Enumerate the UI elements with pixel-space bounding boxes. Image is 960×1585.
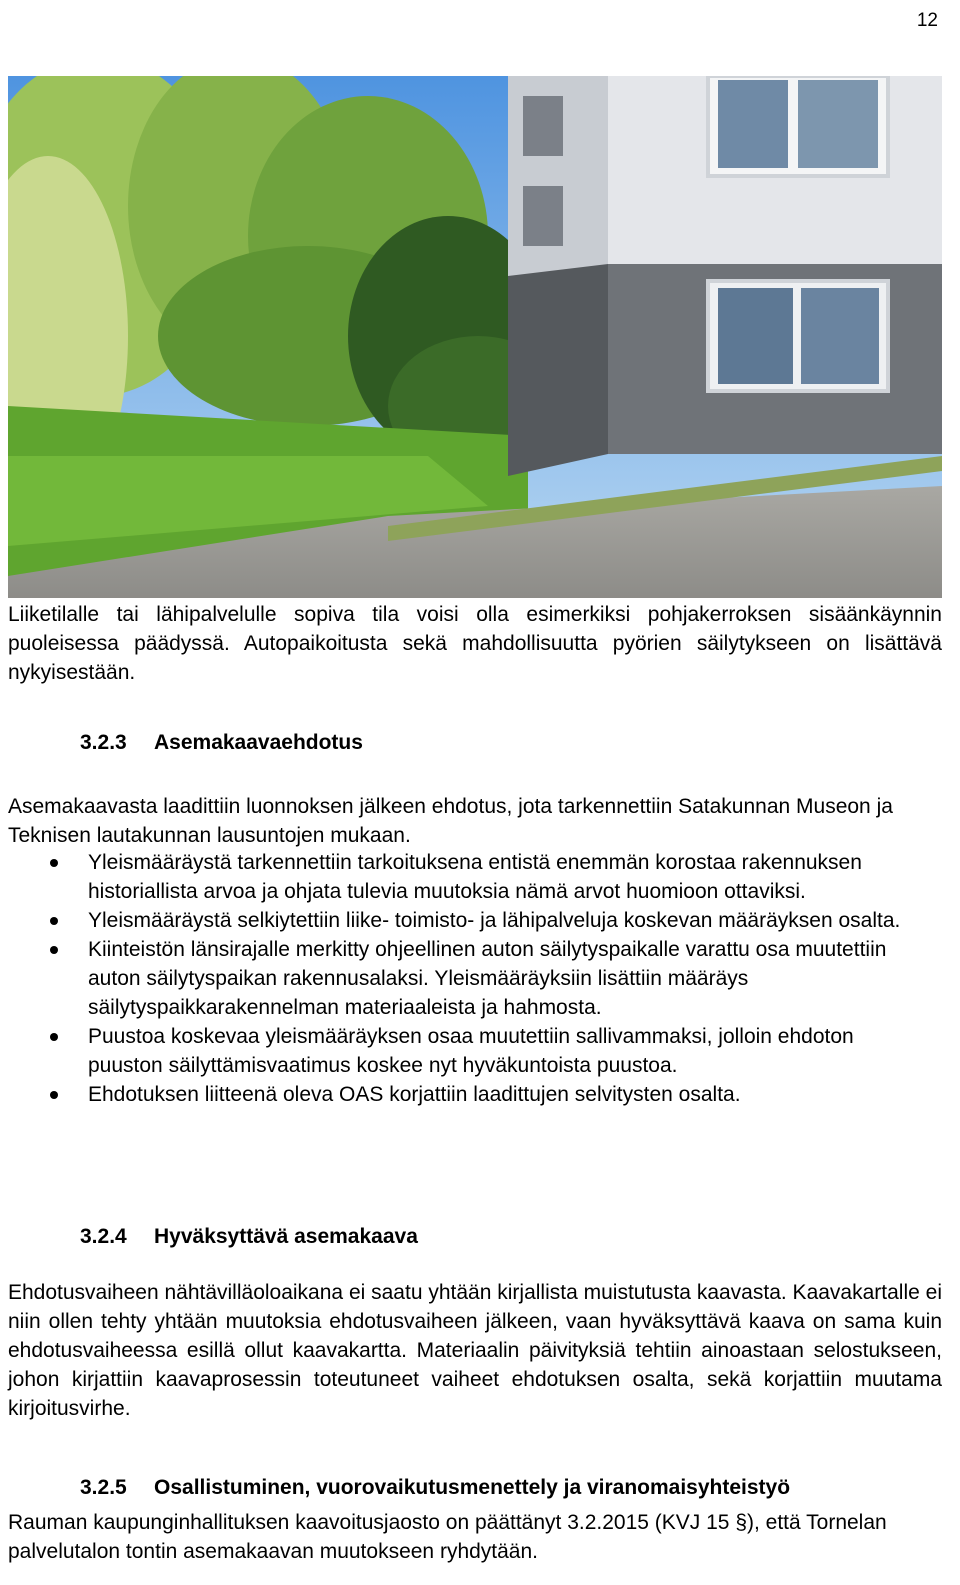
section-heading-3-2-4 [80,1222,418,1251]
list-item [48,906,928,935]
section-intro: Asemakaavasta laadittiin luonnoksen jälkeen ehdotus, jota tarkennettiin Satakunnan Museon ja Teknisen lautakunnan lausuntojen mukaan. [8,795,893,847]
bullet-icon [50,859,58,867]
list-item-text: Ehdotuksen liitteenä oleva OAS korjattiin laadittujen selvitysten osalta. [88,1083,741,1106]
building-photo-image [8,76,942,598]
list-item-text: Yleismääräystä tarkennettiin tarkoituksena entistä enemmän korostaa rakennuksen historiallista arvoa ja ohjata tulevia muutoksia nämä arvot huomioon ottaviksi. [88,851,862,903]
photo-caption: Liiketilalle tai lähipalvelulle sopiva tila voisi olla esimerkiksi pohjakerroksen sisäänkäynnin puoleisessa päädyssä. Autopaikoitusta sekä mahdollisuutta pyörien säilytykseen on lisättävä nykyisestään. [8,603,942,684]
list-item [48,848,928,906]
list-item [48,935,928,1022]
list-item [48,1022,928,1080]
section-heading-3-2-5 [80,1473,790,1502]
building-photo [8,76,942,598]
section-number: 3.2.3 [80,731,127,754]
list-item [48,1080,928,1109]
section-title: Hyväksyttävä asemakaava [154,1225,418,1248]
bullet-icon [50,917,58,925]
change-list [48,848,928,1109]
section-title: Osallistuminen, vuorovaikutusmenettely ja viranomaisyhteistyö [154,1476,791,1499]
bullet-icon [50,1091,58,1099]
list-item-text: Kiinteistön länsirajalle merkitty ohjeellinen auton säilytyspaikalle varattu osa muutettiin auton säilytyspaikan rakennusalaksi. Yleismääräyksiin lisättiin määräys säilytyspaikkarakennelman materiaaleista ja hahmosta. [88,938,887,1019]
section-title: Asemakaavaehdotus [154,731,363,754]
section-heading-3-2-3 [80,728,363,757]
section-paragraph: Ehdotusvaiheen nähtävilläoloaikana ei saatu yhtään kirjallista muistutusta kaavasta. Kaavakartalle ei niin ollen tehty yhtään muutoksia ehdotusvaiheen jälkeen, vaan hyväksyttävä kaava on sama kuin ehdotusvaiheessa esillä ollut kaavakartta. Materiaalin päivityksiä tehtiin ainoastaan selostukseen, johon kirjattiin kaavaprosessin toteutuneet vaiheet ehdotuksen osalta, sekä korjattiin muutama kirjoitusvirhe. [8,1281,942,1420]
section-number: 3.2.4 [80,1225,127,1248]
list-item-text: Yleismääräystä selkiytettiin liike- toimisto- ja lähipalveluja koskevan määräyksen osalta. [88,909,901,932]
list-item-text: Puustoa koskevaa yleismääräyksen osaa muutettiin sallivammaksi, jolloin ehdoton puuston säilyttämisvaatimus koskee nyt hyväkuntoista puustoa. [88,1025,854,1077]
bullet-icon [50,946,58,954]
section-number: 3.2.5 [80,1476,127,1499]
section-paragraph: Rauman kaupunginhallituksen kaavoitusjaosto on päättänyt 3.2.2015 (KVJ 15 §), että Tornelan palvelutalon tontin asemakaavan muutokseen ryhdytään. [8,1511,887,1563]
page-number: 12 [916,10,938,31]
bullet-icon [50,1033,58,1041]
